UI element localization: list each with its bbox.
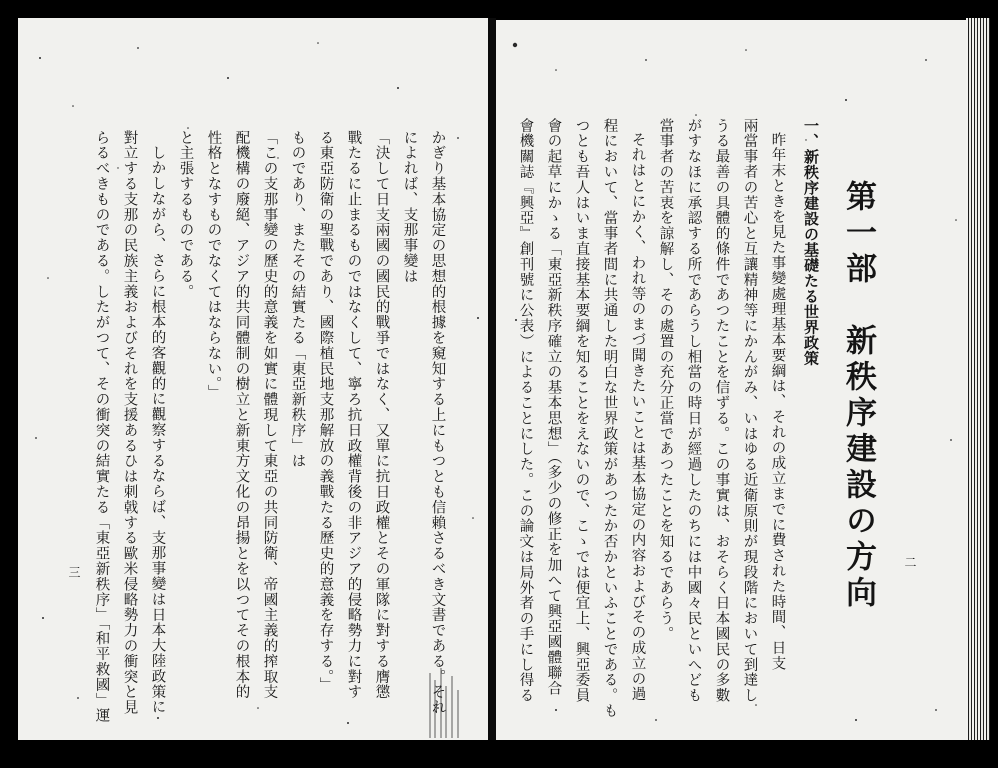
left-column-11: しかしながら、さらに根本的客觀的に觀察するならば、支那事變は日本大陸政策に xyxy=(149,145,166,715)
section-heading: 一、新秩序建設の基礎たる世界政策 xyxy=(802,118,820,366)
quote-2-line-1: 「この支那事變の歷史的意義を如實に體現して東亞の共同防衛、帝國主義的搾取支 xyxy=(261,130,278,700)
left-page xyxy=(18,18,488,740)
right-column-1: 昨年末ときを見た事變處理基本要綱は、それの成立までに費された時間、日支 xyxy=(769,132,786,671)
right-column-10: 會機關誌『興亞』創刊號に公表）によることにした。この論文は局外者の手にし得る xyxy=(517,118,534,704)
left-column-10: と主張するものである。 xyxy=(177,130,194,300)
right-column-4: がすなほに承認する所であらうし相當の時日が經過したのちには中國々民といへども xyxy=(685,118,702,704)
quote-1-line-1: 「決して日支兩國の國民的戰爭ではなく、又單に抗日政權とその軍隊に對する膺懲 xyxy=(373,130,390,700)
left-column-12: 對立する支那の民族主義およびそれを支援あるひは刺戟する歐米侵略勢力の衝突と見 xyxy=(121,130,138,716)
right-column-8: つとも吾人はいま直接基本要綱を知ることをえないので、こゝでは便宜上、興亞委員 xyxy=(573,118,590,704)
quote-1-line-2: 戰たるに止まるものではなくして、寧ろ抗日政權背後の非アジア的侵略勢力に對す xyxy=(345,130,362,700)
right-column-3: うる最善の具體的條件であつたことを信ずる。この事實は、おそらく日本國民の多數 xyxy=(713,118,730,704)
quote-1-line-3: る東亞防衛の聖戰であり、國際植民地支那解放の義戰たる歷史的意義を存する。」 xyxy=(317,130,334,693)
right-column-2: 兩當事者の苦心と互讓精神等にかんがみ、いはゆる近衛原則が現段階において到達し xyxy=(741,118,758,704)
right-page xyxy=(496,20,966,740)
right-column-9: 會の起草にかゝる「東亞新秩序確立の基本思想」（多少の修正を加へて興亞國體聯合 xyxy=(545,118,562,696)
book-gutter xyxy=(488,18,496,740)
left-column-13: らるべきものである。したがつて、その衝突の結實たる「東亞新秩序」「和平救國」運 xyxy=(93,130,110,724)
left-page-number: 三 xyxy=(67,566,81,578)
left-column-2: によれば、支那事變は xyxy=(401,130,418,284)
left-column-1: かぎり基本協定の思想的根據を窺知する上にもつとも信賴さるべき文書である。それ xyxy=(429,130,446,716)
quote-2-line-3: 性格となすものでなくてはならない。」 xyxy=(205,130,222,400)
left-page-speckle xyxy=(18,18,488,740)
page-edges xyxy=(966,18,990,740)
part-title: 第一部 新秩序建設の方向 xyxy=(840,180,876,612)
right-column-5: 當事者の苦衷を諒解し、その處置の充分正當であつたことを知るであらう。 xyxy=(657,118,674,642)
quote-2-line-2: 配機構の廢絕、アジア的共同體制の樹立と新東方文化の昂揚とを以つてその根本的 xyxy=(233,130,250,700)
left-column-6: ものであり、またその結實たる「東亞新秩序」は xyxy=(289,130,306,469)
right-page-speckle xyxy=(496,20,966,740)
right-page-number: 二 xyxy=(903,556,917,568)
right-column-7: 程において、當事者間に共通した明白な世界政策があつたか否かといふことである。も xyxy=(601,118,618,719)
right-column-6: それはとにかく、われ等のまづ聞きたいことは基本協定の内容およびその成立の過 xyxy=(629,132,646,702)
